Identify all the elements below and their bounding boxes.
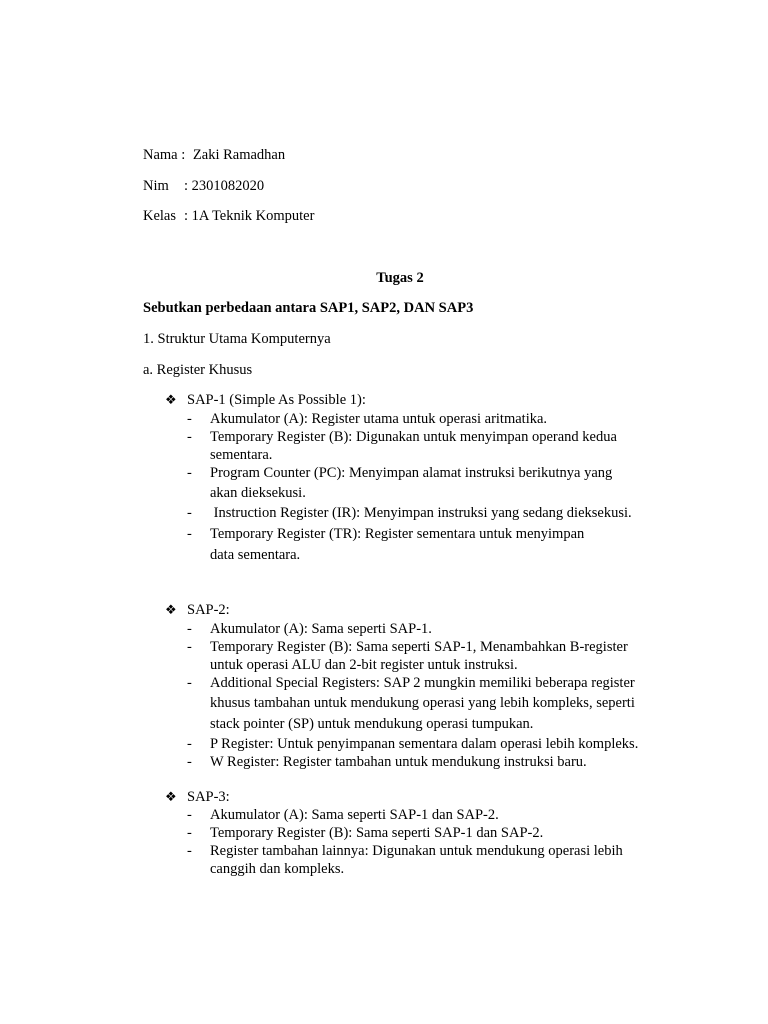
nama-line [143, 146, 285, 164]
kelas-line [143, 207, 314, 225]
subsection-heading: a. Register Khusus [143, 362, 253, 378]
list-item-text: Instruction Register (IR): Menyimpan instruksi yang sedang dieksekusi. [210, 505, 632, 521]
dash-marker: - [187, 639, 192, 655]
list-item-text: Temporary Register (B): Sama seperti SAP-1 dan SAP-2. [210, 825, 544, 841]
sap1-heading-text: SAP-1 (Simple As Possible 1): [187, 392, 366, 408]
diamond-bullet-icon: ❖ [165, 392, 177, 407]
section-heading: 1. Struktur Utama Komputernya [143, 331, 331, 347]
nama-label: Nama : [143, 147, 186, 163]
list-item [187, 753, 657, 771]
list-item-text: akan dieksekusi. [210, 485, 306, 501]
list-item [187, 428, 657, 464]
dash-marker: - [187, 505, 192, 521]
dash-marker: - [187, 429, 192, 445]
list-item-text: Additional Special Registers: SAP 2 mungkin memiliki beberapa register [210, 675, 635, 691]
nama-value: Zaki Ramadhan [192, 147, 286, 163]
list-item [187, 410, 657, 428]
dash-marker: - [187, 411, 192, 427]
list-item [187, 638, 657, 674]
list-item [187, 525, 657, 564]
list-item [187, 464, 657, 502]
diamond-bullet-icon: ❖ [165, 789, 177, 804]
question-heading: Sebutkan perbedaan antara SAP1, SAP2, DAN SAP3 [143, 300, 474, 316]
sap1-heading [165, 391, 366, 409]
list-item [187, 806, 657, 824]
sap3-heading-text: SAP-3: [187, 789, 230, 805]
sap2-heading-text: SAP-2: [187, 602, 230, 618]
list-item [187, 842, 657, 878]
page-title: Tugas 2 [376, 270, 424, 286]
nim-label: Nim [143, 178, 169, 194]
list-item [187, 824, 657, 842]
list-item-text: khusus tambahan untuk mendukung operasi yang lebih kompleks, seperti [210, 695, 635, 711]
nim-line [143, 177, 264, 195]
dash-marker: - [187, 736, 192, 752]
list-item-text: Temporary Register (B): Sama seperti SAP-1, Menambahkan B-register [210, 639, 628, 655]
list-item-text: stack pointer (SP) untuk mendukung operasi tumpukan. [210, 716, 534, 732]
sap2-heading [165, 601, 230, 619]
list-item-text: Akumulator (A): Register utama untuk operasi aritmatika. [210, 411, 548, 427]
dash-marker: - [187, 465, 192, 481]
list-item-text: W Register: Register tambahan untuk mendukung instruksi baru. [210, 754, 587, 770]
list-item-text: untuk operasi ALU dan 2-bit register untuk instruksi. [210, 657, 518, 673]
list-item [187, 620, 657, 638]
dash-marker: - [187, 843, 192, 859]
diamond-bullet-icon: ❖ [165, 602, 177, 617]
dash-marker: - [187, 526, 192, 542]
list-item-text: canggih dan kompleks. [210, 861, 345, 877]
dash-marker: - [187, 825, 192, 841]
list-item [187, 674, 657, 733]
sap3-heading [165, 788, 230, 806]
dash-marker: - [187, 621, 192, 637]
nim-value: : 2301082020 [184, 178, 265, 194]
list-item-text: data sementara. [210, 547, 301, 563]
list-item-text: Akumulator (A): Sama seperti SAP-1 dan SAP-2. [210, 807, 499, 823]
list-item [187, 504, 657, 522]
list-item-text: Temporary Register (TR): Register sementara untuk menyimpan [210, 526, 585, 542]
list-item-text: Program Counter (PC): Menyimpan alamat instruksi berikutnya yang [210, 465, 613, 481]
list-item-text: P Register: Untuk penyimpanan sementara dalam operasi lebih kompleks. [210, 736, 639, 752]
list-item-text: sementara. [210, 447, 273, 463]
dash-marker: - [187, 807, 192, 823]
kelas-label: Kelas [143, 208, 177, 224]
list-item-text: Temporary Register (B): Digunakan untuk menyimpan operand kedua [210, 429, 617, 445]
list-item-text: Akumulator (A): Sama seperti SAP-1. [210, 621, 432, 637]
kelas-value: : 1A Teknik Komputer [184, 208, 315, 224]
list-item-text: Register tambahan lainnya: Digunakan untuk mendukung operasi lebih [210, 843, 623, 859]
list-item [187, 735, 657, 753]
dash-marker: - [187, 675, 192, 691]
dash-marker: - [187, 754, 192, 770]
